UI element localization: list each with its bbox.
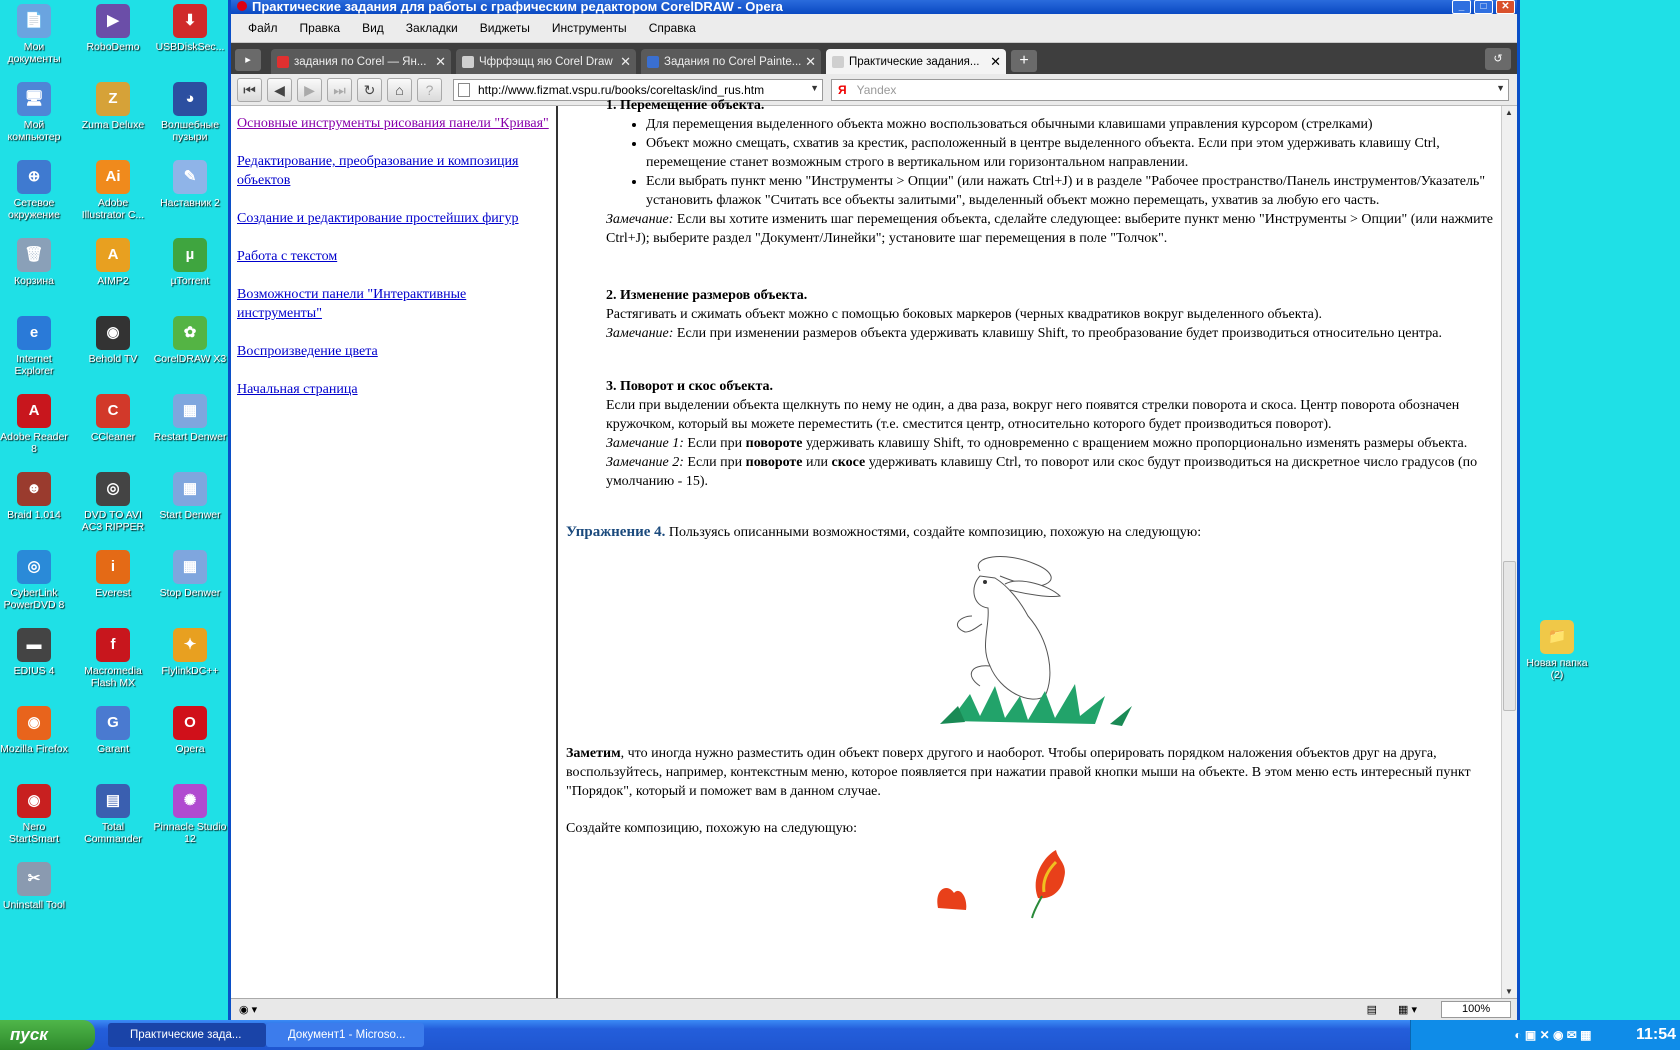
app-icon: ▦ — [173, 394, 207, 428]
desktop-icon[interactable] — [0, 706, 71, 755]
app-icon: O — [173, 706, 207, 740]
app-icon: ▦ — [173, 472, 207, 506]
nav-link-home-page[interactable]: Начальная страница — [237, 382, 358, 397]
menu-bookmarks[interactable]: Закладки — [405, 21, 458, 35]
app-icon: Z — [96, 82, 130, 116]
note-emphasis: повороте — [745, 455, 803, 470]
article-frame — [560, 98, 1499, 998]
desktop-icon[interactable] — [153, 316, 227, 365]
desktop-icon[interactable] — [0, 4, 71, 65]
desktop-icon[interactable] — [153, 784, 227, 845]
start-button[interactable] — [0, 1020, 95, 1050]
desktop-icon-label: Stop Denwer — [159, 587, 221, 599]
desktop-icon-label: Start Denwer — [159, 509, 221, 521]
tab-3[interactable] — [641, 49, 821, 74]
app-icon: ✺ — [173, 784, 207, 818]
tab-label: Практические задания... — [849, 55, 980, 68]
desktop-icon[interactable] — [153, 160, 227, 209]
tab-label: Чфрфэщц яю Corel Draw — [479, 55, 613, 68]
menu-bar — [231, 14, 1517, 43]
section-3-note-1 — [606, 434, 1493, 453]
tab-label: задания по Corel — Ян... — [294, 55, 427, 68]
app-icon: 🖥 — [17, 82, 51, 116]
app-icon: ▤ — [96, 784, 130, 818]
closed-tabs-trash-button[interactable]: ↺ — [1485, 48, 1511, 70]
desktop-icon-label: Zuma Deluxe — [81, 119, 145, 131]
page-favicon-icon — [832, 56, 844, 68]
desktop-icon[interactable] — [0, 550, 71, 611]
app-icon: 📄 — [17, 4, 51, 38]
forward-button[interactable]: ▶ — [297, 78, 322, 102]
vertical-scrollbar[interactable] — [1501, 106, 1517, 998]
nav-link-curve-tools[interactable]: Основные инструменты рисования панели "Кривая" — [237, 116, 549, 131]
back-button[interactable]: ◀ — [267, 78, 292, 102]
window-title: Практические задания для работы с графическим редактором CorelDRAW - Opera — [252, 0, 783, 14]
tray-icons[interactable]: ◐ ▣ ✕ ◉ ✉ ▦ — [1514, 1028, 1592, 1042]
flowers-illustration — [926, 848, 1126, 918]
tab-close-icon[interactable]: ✕ — [435, 54, 446, 69]
panel-toggle-button[interactable]: ▸ — [235, 49, 261, 71]
desktop-icon-label: RoboDemo — [86, 41, 140, 53]
app-icon: G — [96, 706, 130, 740]
app-icon: ◉ — [17, 784, 51, 818]
desktop-icon[interactable] — [153, 82, 227, 143]
desktop-icon-label: Opera — [175, 743, 205, 755]
desktop-icon-label: Uninstall Tool — [2, 899, 66, 911]
app-icon: ▶ — [96, 4, 130, 38]
tab-label: Задания по Corel Painte... — [664, 55, 802, 68]
section-2-note — [606, 324, 1493, 343]
reload-button[interactable]: ↻ — [357, 78, 382, 102]
desktop-icon-label: Macromedia Flash MX — [84, 665, 142, 689]
tab-close-icon[interactable]: ✕ — [805, 54, 816, 69]
menu-view[interactable]: Вид — [362, 21, 384, 35]
desktop-icon-label: Новая папка (2) — [1526, 657, 1588, 681]
page-content — [231, 98, 1517, 998]
desktop-icon-label: Total Commander — [84, 821, 142, 845]
notice-bold: Заметим — [566, 746, 621, 761]
list-item: • Если выбрать пункт меню "Инструменты > Опции" (или нажать Ctrl+J) и в разделе "Рабочее пространство/Панель инструментов/Указатель" установить флажок "Считать все объекты залитыми", выделенный объект можно перемещать, ухватив за любую его часть. — [646, 172, 1493, 210]
desktop-icon-label: EDIUS 4 — [13, 665, 55, 677]
desktop-icon-label: Mozilla Firefox — [0, 743, 68, 755]
chevron-down-icon[interactable]: ▼ — [810, 82, 819, 93]
desktop-icon[interactable] — [153, 472, 227, 521]
yandex-logo-icon: Я — [838, 82, 847, 97]
note-text: удерживать клавишу Shift, то одновременно с вращением можно пропорционально изменять размеры объекта. — [802, 436, 1468, 451]
tab-bar — [231, 43, 1517, 74]
exercise-text: Пользуясь описанными возможностями, создайте композицию, похожую на следующую: — [665, 525, 1202, 540]
desktop-icon[interactable] — [0, 316, 71, 377]
app-icon: ◕ — [173, 82, 207, 116]
notice-paragraph — [566, 744, 1493, 801]
status-bar — [231, 998, 1517, 1020]
notice-text: , что иногда нужно разместить один объект поверх другого и наоборот. Чтобы оперировать порядком наложения объектов друг на друга, воспользуйтесь, например, контекстным меню, которое появляется при нажатии правой кнопки мыши на объекте. В этом меню есть интересный пункт "Порядок", который и поможет вам в данном случае. — [566, 746, 1471, 799]
desktop-icon-label: Nero StartSmart — [8, 821, 60, 845]
app-icon: ⬇ — [173, 4, 207, 38]
section-1-list — [566, 115, 1493, 210]
note-label: Замечание 1: — [606, 436, 684, 451]
left-nav-frame — [231, 106, 558, 998]
app-icon: A — [17, 394, 51, 428]
app-icon: ✂ — [17, 862, 51, 896]
scroll-down-icon[interactable]: ▼ — [1505, 987, 1513, 996]
app-icon: ▬ — [17, 628, 51, 662]
security-info-button[interactable]: ? — [417, 78, 442, 102]
new-tab-button[interactable]: + — [1011, 50, 1037, 72]
note-text: или — [802, 455, 832, 470]
folder-icon: 📁 — [1540, 620, 1574, 654]
minimize-button[interactable]: _ — [1452, 0, 1471, 14]
app-icon: f — [96, 628, 130, 662]
desktop-icon-label: Adobe Reader 8 — [0, 431, 68, 455]
app-icon: ✦ — [173, 628, 207, 662]
opera-window — [228, 0, 1520, 1020]
zoom-control[interactable] — [1441, 1001, 1511, 1018]
desktop-icon[interactable] — [76, 316, 150, 365]
app-icon: ✿ — [173, 316, 207, 350]
desktop-icon-label: CCleaner — [90, 431, 136, 443]
nav-link-color[interactable]: Воспроизведение цвета — [237, 344, 378, 359]
opera-logo-icon — [237, 1, 247, 11]
taskbar — [0, 1020, 1680, 1050]
desktop-icon[interactable] — [0, 238, 71, 287]
desktop-icon-label: Braid 1.014 — [7, 509, 61, 521]
view-mode-icon[interactable]: ▤ — [1366, 1004, 1377, 1016]
nav-link-text[interactable]: Работа с текстом — [237, 249, 338, 264]
nav-link-editing-objects[interactable]: Редактирование, преобразование и композиция объектов — [237, 154, 519, 188]
chevron-down-icon[interactable]: ▼ — [1496, 82, 1505, 93]
section-1-note — [566, 210, 1493, 248]
desktop-icon-label: Adobe Illustrator C... — [81, 197, 145, 221]
desktop-icon[interactable] — [0, 862, 71, 911]
rabbit-illustration — [910, 546, 1150, 736]
note-label: Замечание 2: — [606, 455, 684, 470]
desktop-icon-label: Garant — [96, 743, 130, 755]
note-emphasis: повороте — [745, 436, 803, 451]
desktop-icon[interactable] — [0, 82, 71, 143]
rewind-button[interactable]: ⏮ — [237, 78, 262, 102]
desktop-icon[interactable] — [0, 160, 71, 221]
app-icon: ◉ — [96, 316, 130, 350]
app-icon: 🗑 — [17, 238, 51, 272]
desktop-icon[interactable] — [153, 550, 227, 599]
yandex-favicon-icon — [277, 56, 289, 68]
section-3-text: Если при выделении объекта щелкнуть по нему не один, а два раза, вокруг него появятся стрелки поворота и скоса. Центр поворота обозначен кружочком, который вы можете переместить (т.е. сместится центр, относительно которого будет производиться поворот). — [606, 398, 1460, 432]
desktop-icon-label: Мои документы — [7, 41, 61, 65]
desktop-icon[interactable] — [76, 472, 150, 533]
create-composition-text: Создайте композицию, похожую на следующую: — [566, 821, 857, 836]
home-button[interactable]: ⌂ — [387, 78, 412, 102]
desktop-icon-label: Корзина — [14, 275, 54, 287]
desktop-icon[interactable] — [0, 394, 71, 455]
app-icon: ◉ — [17, 706, 51, 740]
desktop-icon[interactable] — [76, 628, 150, 689]
desktop-icon[interactable] — [76, 706, 150, 755]
menu-file[interactable]: Файл — [248, 21, 278, 35]
desktop-icon-label: CorelDRAW X3 — [153, 353, 227, 365]
tab-1[interactable] — [271, 49, 451, 74]
section-2-title: 2. Изменение размеров объекта. — [606, 288, 808, 303]
app-icon: A — [96, 238, 130, 272]
app-icon: ☻ — [17, 472, 51, 506]
note-label: Замечание: — [606, 212, 674, 227]
app-icon: i — [96, 550, 130, 584]
note-text: Если при — [683, 436, 746, 451]
menu-tools[interactable]: Инструменты — [551, 21, 627, 35]
desktop-icon-label: Restart Denwer — [153, 431, 227, 443]
desktop-icon-label: Волшебные пузыри — [160, 119, 220, 143]
taskbar-item-opera[interactable] — [108, 1023, 266, 1047]
image-toggle-icon[interactable]: ▦ ▾ — [1398, 1004, 1417, 1016]
note-text: Если при изменении размеров объекта удерживать клавишу Shift, то преобразование будет производиться относительно центра. — [673, 326, 1443, 341]
exercise-4 — [566, 523, 1493, 542]
desktop-icon-label: Сетевое окружение — [8, 197, 60, 221]
desktop-icon[interactable] — [153, 4, 227, 53]
list-item: • Объект можно смещать, схватив за крестик, расположенный в центре выделенного объекта. Если при этом удерживать клавишу Ctrl, перемещение станет возможным строго в вертикальном или горизонтальном направлении. — [646, 134, 1493, 172]
section-2-text: Растягивать и сжимать объект можно с помощью боковых маркеров (черных квадратиков вокруг выделенного объекта). — [606, 307, 1322, 322]
desktop-icon[interactable] — [76, 82, 150, 131]
title-bar — [231, 0, 1517, 14]
note-emphasis: скосе — [831, 455, 866, 470]
maximize-button[interactable]: □ — [1474, 0, 1493, 14]
task-label: Документ1 - Microso... — [288, 1029, 406, 1041]
app-icon: µ — [173, 238, 207, 272]
desktop-icon[interactable] — [0, 628, 71, 677]
tab-2[interactable] — [456, 49, 636, 74]
desktop-icon-label: Internet Explorer — [14, 353, 54, 377]
note-text: Если при — [683, 455, 746, 470]
desktop-icon-label: FlylinkDC++ — [161, 665, 219, 677]
fast-forward-button[interactable]: ⏭ — [327, 78, 352, 102]
note-label: Замечание: — [606, 326, 674, 341]
desktop-icon[interactable] — [76, 394, 150, 443]
nav-link-simple-shapes[interactable]: Создание и редактирование простейших фигур — [237, 211, 519, 226]
taskbar-item-word[interactable] — [266, 1023, 424, 1047]
app-icon: ✎ — [173, 160, 207, 194]
app-icon: ▦ — [173, 550, 207, 584]
desktop-icon[interactable] — [76, 550, 150, 599]
desktop-icon-label: CyberLink PowerDVD 8 — [3, 587, 65, 611]
desktop-icon-label: Everest — [95, 587, 131, 599]
desktop-icon-label: Мой компьютер — [7, 119, 61, 143]
app-icon: ◎ — [17, 550, 51, 584]
nav-link-interactive-tools[interactable]: Возможности панели "Интерактивные инструменты" — [237, 287, 467, 321]
desktop-icon-label: Behold TV — [88, 353, 138, 365]
speed-dial-icon[interactable]: ◉ ▾ — [239, 1004, 258, 1016]
desktop-icon-label: AIMP2 — [97, 275, 129, 287]
app-icon: e — [17, 316, 51, 350]
desktop-icon[interactable] — [153, 628, 227, 677]
menu-edit[interactable]: Правка — [299, 21, 341, 35]
section-3-note-2 — [606, 453, 1493, 491]
start-label: пуск — [10, 1025, 48, 1044]
note-text: Если вы хотите изменить шаг перемещения объекта, сделайте следующее: выберите пункт меню "Инструменты > Опции" (или нажмите Ctrl+J); выберите раздел "Документ/Линейки"; установите шаг перемещения в поле "Толчок". — [606, 212, 1493, 246]
desktop-icon-label: Pinnacle Studio 12 — [153, 821, 227, 845]
section-1-title: 1. Перемещение объекта. — [606, 98, 765, 113]
desktop-icon-label: DVD TO AVI AC3 RIPPER — [81, 509, 145, 533]
mail-favicon-icon — [647, 56, 659, 68]
section-3-title: 3. Поворот и скос объекта. — [606, 379, 774, 394]
search-placeholder: Yandex — [856, 82, 897, 97]
page-favicon-icon — [462, 56, 474, 68]
list-item: • Для перемещения выделенного объекта можно воспользоваться обычными клавишами управления курсором (стрелками) — [646, 115, 1493, 134]
desktop-icon[interactable] — [153, 238, 227, 287]
note-text: удерживать клавишу Ctrl, то поворот или скос будут производиться на дискретное число градусов (по умолчанию - 15). — [606, 455, 1478, 489]
tab-close-icon[interactable]: ✕ — [620, 54, 631, 69]
desktop-icon[interactable] — [153, 706, 227, 755]
app-icon: Ai — [96, 160, 130, 194]
exercise-title: Упражнение 4. — [566, 524, 666, 540]
task-label: Практические зада... — [130, 1029, 242, 1041]
desktop-icon-new-folder[interactable] — [1520, 620, 1594, 681]
address-text: http://www.fizmat.vspu.ru/books/coreltask/ind_rus.htm — [478, 82, 765, 97]
desktop-icon-label: Наставник 2 — [160, 197, 220, 209]
desktop-icon[interactable] — [76, 4, 150, 53]
zoom-value: 100% — [1462, 1003, 1491, 1015]
desktop-icon[interactable] — [76, 784, 150, 845]
desktop-icon[interactable] — [0, 784, 71, 845]
clock: 11:54 — [1635, 1026, 1676, 1043]
app-icon: ⊕ — [17, 160, 51, 194]
desktop-icon-label: USBDiskSec... — [155, 41, 225, 53]
desktop-icon[interactable] — [153, 394, 227, 443]
flowers-figure — [566, 838, 1493, 908]
scrollbar-thumb[interactable] — [1503, 561, 1516, 711]
menu-help[interactable]: Справка — [648, 21, 696, 35]
system-tray — [1410, 1020, 1680, 1050]
desktop-icon-label: µTorrent — [170, 275, 210, 287]
close-window-button[interactable]: ✕ — [1496, 0, 1515, 14]
app-icon: ◎ — [96, 472, 130, 506]
desktop-icon[interactable] — [0, 472, 71, 521]
page-icon — [458, 83, 470, 97]
rabbit-figure — [566, 546, 1493, 742]
tab-close-icon[interactable]: ✕ — [990, 54, 1001, 69]
desktop-icon[interactable] — [76, 238, 150, 287]
scroll-up-icon[interactable]: ▲ — [1505, 108, 1513, 117]
desktop-icon[interactable] — [76, 160, 150, 221]
app-icon: C — [96, 394, 130, 428]
tab-4-active[interactable] — [826, 49, 1006, 74]
menu-widgets[interactable]: Виджеты — [479, 21, 530, 35]
